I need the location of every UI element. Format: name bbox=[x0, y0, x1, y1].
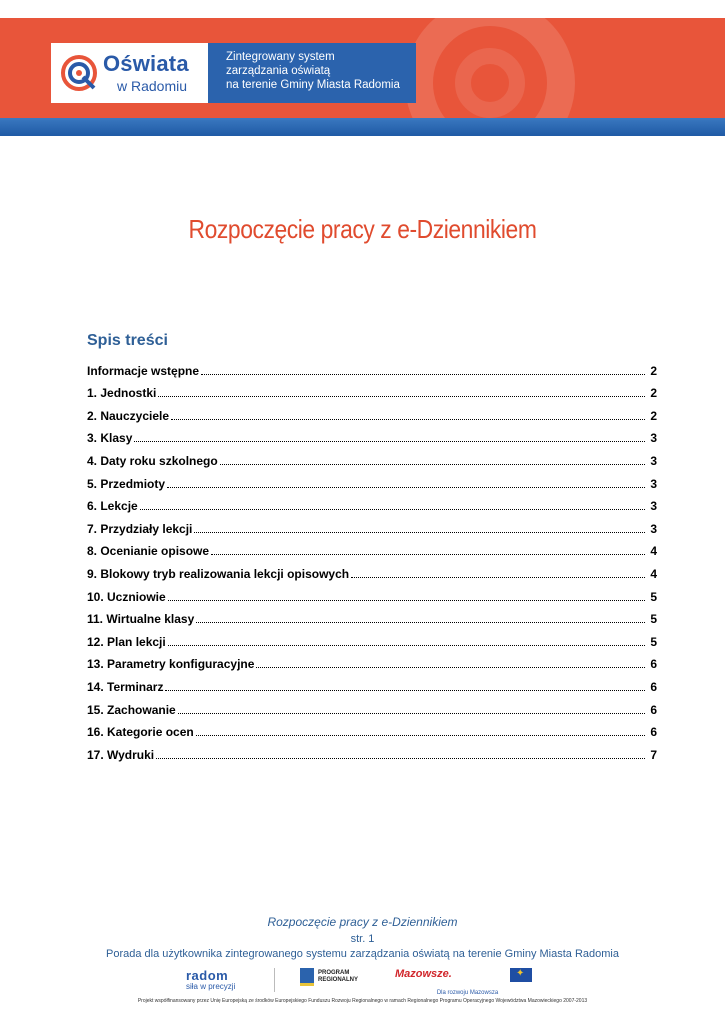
toc-leader-dots bbox=[140, 509, 645, 510]
toc-entry-label[interactable]: 13. Parametry konfiguracyjne bbox=[87, 657, 255, 672]
toc-leader-dots bbox=[194, 532, 645, 533]
toc-entry-label[interactable]: 14. Terminarz bbox=[87, 679, 164, 694]
toc-entry-label[interactable]: 12. Plan lekcji bbox=[87, 634, 166, 649]
toc-entry[interactable] bbox=[87, 626, 657, 649]
toc-entry[interactable] bbox=[87, 581, 657, 604]
toc-entry[interactable] bbox=[87, 536, 657, 559]
toc-entry-page: 5 bbox=[650, 634, 657, 649]
project-note: Projekt współfinansowany przez Unię Europejską ze środków Europejskiego Funduszu Rozwoju Regionalnego w ramach Regionalnego Programu Operacyjnego Województwa Mazowieckiego 2007-2013 bbox=[137, 998, 588, 1004]
program-text: PROGRAM bbox=[318, 970, 350, 976]
toc-leader-dots bbox=[351, 577, 645, 578]
toc-entry-label[interactable]: 10. Uczniowie bbox=[87, 589, 166, 604]
toc-entry-label[interactable]: 2. Nauczyciele bbox=[87, 408, 170, 423]
toc-entry-page: 4 bbox=[650, 566, 657, 581]
toc-entry[interactable] bbox=[87, 739, 657, 762]
mazowsze-logo: Mazowsze. bbox=[395, 968, 452, 980]
radom-logo-text: radom bbox=[186, 968, 229, 983]
toc-leader-dots bbox=[171, 419, 645, 420]
header-tagline bbox=[208, 43, 416, 103]
footer-description: Porada dla użytkownika zintegrowanego systemu zarządzania oświatą na terenie Gminy Miasta Radomia bbox=[106, 948, 619, 960]
tagline-line: zarządzania oświatą bbox=[226, 65, 331, 77]
toc-entry-page: 2 bbox=[650, 386, 657, 401]
toc-leader-dots bbox=[196, 735, 645, 736]
toc-leader-dots bbox=[196, 622, 645, 623]
toc-heading: Spis treści bbox=[87, 332, 168, 349]
toc-entry-page: 4 bbox=[650, 544, 657, 559]
toc-entry-label[interactable]: 11. Wirtualne klasy bbox=[87, 612, 195, 627]
toc-entry-page: 3 bbox=[650, 476, 657, 491]
toc-entry[interactable] bbox=[87, 400, 657, 423]
toc-entry-label[interactable]: 8. Ocenianie opisowe bbox=[87, 544, 210, 559]
toc-entry[interactable] bbox=[87, 423, 657, 446]
program-icon bbox=[300, 968, 314, 986]
toc-entry-page: 6 bbox=[650, 725, 657, 740]
toc-entry-label[interactable]: 7. Przydziały lekcji bbox=[87, 521, 193, 536]
toc-entry[interactable] bbox=[87, 558, 657, 581]
toc-entry-label[interactable]: 6. Lekcje bbox=[87, 499, 138, 514]
toc-entry-label[interactable]: Informacje wstępne bbox=[87, 363, 200, 378]
toc-entry-label[interactable]: 16. Kategorie ocen bbox=[87, 725, 194, 740]
toc-entry-page: 6 bbox=[650, 657, 657, 672]
header-stripe bbox=[0, 118, 725, 136]
toc-entry-page: 3 bbox=[650, 431, 657, 446]
program-text: REGIONALNY bbox=[318, 977, 359, 983]
footer-title: Rozpoczęcie pracy z e-Dziennikiem bbox=[267, 915, 458, 929]
radom-logo bbox=[186, 968, 235, 991]
toc-leader-dots bbox=[134, 441, 645, 442]
toc-entry[interactable] bbox=[87, 445, 657, 468]
toc-entry[interactable] bbox=[87, 717, 657, 740]
banner-decoration-inner bbox=[455, 48, 525, 118]
toc-entry[interactable] bbox=[87, 378, 657, 401]
toc-entry-page: 3 bbox=[650, 453, 657, 468]
tagline-line: na terenie Gminy Miasta Radomia bbox=[226, 79, 400, 91]
toc-entry-label[interactable]: 15. Zachowanie bbox=[87, 702, 176, 717]
toc-leader-dots bbox=[168, 645, 645, 646]
toc-entry[interactable] bbox=[87, 671, 657, 694]
toc-entry[interactable] bbox=[87, 355, 657, 378]
toc-entry-label[interactable]: 1. Jednostki bbox=[87, 386, 157, 401]
toc-entry-page: 6 bbox=[650, 679, 657, 694]
logo-subtitle: w Radomiu bbox=[117, 78, 188, 94]
target-icon bbox=[61, 55, 97, 91]
toc-entry-page: 5 bbox=[650, 612, 657, 627]
toc-entry-label[interactable]: 3. Klasy bbox=[87, 431, 133, 446]
footer-page-number: str. 1 bbox=[350, 933, 375, 945]
logo-divider bbox=[274, 968, 275, 992]
eu-flag-icon bbox=[510, 968, 532, 982]
toc-leader-dots bbox=[201, 374, 645, 375]
toc-leader-dots bbox=[168, 600, 645, 601]
toc-entry-label[interactable]: 5. Przedmioty bbox=[87, 476, 166, 491]
toc-leader-dots bbox=[167, 487, 645, 488]
eu-logo bbox=[510, 968, 532, 982]
toc-entry-page: 7 bbox=[650, 747, 657, 762]
toc-leader-dots bbox=[220, 464, 645, 465]
toc-entry[interactable] bbox=[87, 604, 657, 627]
oswiata-logo bbox=[51, 43, 208, 103]
toc-entry[interactable] bbox=[87, 649, 657, 672]
toc-entry-page: 6 bbox=[650, 702, 657, 717]
toc-leader-dots bbox=[178, 713, 645, 714]
toc-leader-dots bbox=[158, 396, 645, 397]
program-regionalny-logo bbox=[300, 968, 358, 986]
toc-entry-label[interactable]: 4. Daty roku szkolnego bbox=[87, 453, 218, 468]
toc-entry-page: 2 bbox=[650, 363, 657, 378]
toc-leader-dots bbox=[165, 690, 645, 691]
toc-entry-page: 3 bbox=[650, 499, 657, 514]
toc-entry-page: 2 bbox=[650, 408, 657, 423]
toc-entry-page: 3 bbox=[650, 521, 657, 536]
radom-logo-sub: siła w precyzji bbox=[186, 982, 236, 991]
toc-entry[interactable] bbox=[87, 513, 657, 536]
toc-entry-label[interactable]: 9. Blokowy tryb realizowania lekcji opisowych bbox=[87, 566, 350, 581]
toc-entry-label[interactable]: 17. Wydruki bbox=[87, 747, 155, 762]
toc-leader-dots bbox=[211, 554, 645, 555]
toc-leader-dots bbox=[156, 758, 645, 759]
toc-leader-dots bbox=[256, 667, 645, 668]
dla-rozwoju-text: Dla rozwoju Mazowsza bbox=[436, 990, 499, 996]
toc-entry[interactable] bbox=[87, 468, 657, 491]
toc-entry[interactable] bbox=[87, 491, 657, 514]
table-of-contents bbox=[87, 355, 657, 762]
toc-entry[interactable] bbox=[87, 694, 657, 717]
toc-entry-page: 5 bbox=[650, 589, 657, 604]
tagline-line: Zintegrowany system bbox=[226, 51, 335, 63]
document-title: Rozpoczęcie pracy z e-Dziennikiem bbox=[188, 214, 537, 244]
logo-title: Oświata bbox=[103, 51, 189, 76]
